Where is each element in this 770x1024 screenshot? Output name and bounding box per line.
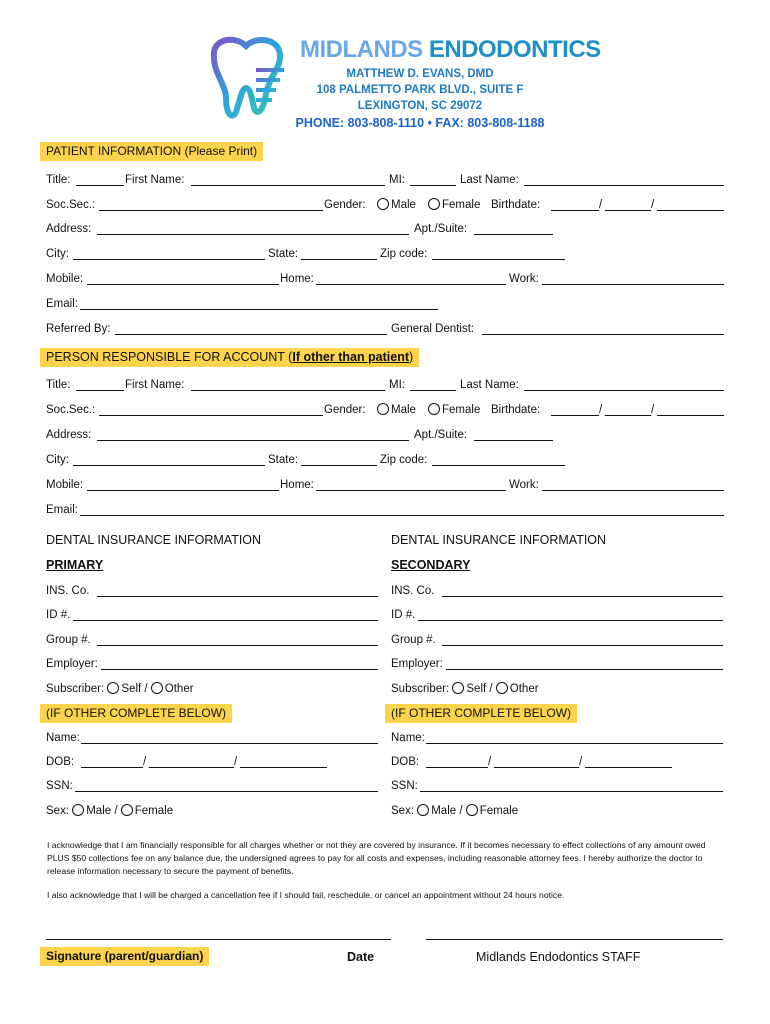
secondary-sex-female-radio[interactable] xyxy=(466,804,478,816)
staff-signature-line[interactable] xyxy=(426,939,723,940)
secondary-dob-day-field[interactable] xyxy=(494,767,579,768)
primary-name-label: Name: xyxy=(46,732,80,744)
gender-label: Gender: xyxy=(324,199,366,211)
resp-birth-month-field[interactable] xyxy=(551,415,599,416)
secondary-other-radio[interactable] xyxy=(496,682,508,694)
resp-work-field[interactable] xyxy=(542,490,724,491)
first-name-field[interactable] xyxy=(191,185,385,186)
primary-group-label: Group #. xyxy=(46,634,91,646)
primary-employer-label: Employer: xyxy=(46,658,98,670)
primary-subscriber-label: Subscriber: xyxy=(46,683,105,695)
secondary-dob-year-field[interactable] xyxy=(585,767,672,768)
address-line-1: 108 PALMETTO PARK BLVD., SUITE F xyxy=(316,84,524,96)
primary-ins-co-label: INS. Co. xyxy=(46,585,90,597)
primary-other-radio[interactable] xyxy=(151,682,163,694)
contact-line: PHONE: 803-808-1110 • FAX: 803-808-1188 xyxy=(295,116,545,130)
primary-label: PRIMARY xyxy=(46,558,104,572)
secondary-dob-slash-2: / xyxy=(579,756,583,768)
city-field[interactable] xyxy=(73,259,265,260)
state-field[interactable] xyxy=(301,259,377,260)
primary-self-radio[interactable] xyxy=(107,682,119,694)
general-dentist-label: General Dentist: xyxy=(391,323,475,335)
resp-title-field[interactable] xyxy=(76,390,124,391)
resp-male-radio[interactable] xyxy=(377,403,389,415)
primary-sex-label: Sex: xyxy=(46,805,70,817)
resp-gender-label: Gender: xyxy=(324,404,366,416)
resp-mobile-label: Mobile: xyxy=(46,479,84,491)
secondary-sex-female-label: Female xyxy=(479,805,519,817)
primary-dob-slash-1: / xyxy=(143,756,147,768)
secondary-insurance-heading: DENTAL INSURANCE INFORMATION xyxy=(391,533,607,547)
resp-soc-sec-field[interactable] xyxy=(99,415,323,416)
resp-birthdate-label: Birthdate: xyxy=(491,404,541,416)
resp-apt-field[interactable] xyxy=(474,440,553,441)
secondary-ssn-field[interactable] xyxy=(420,791,723,792)
primary-dob-year-field[interactable] xyxy=(240,767,327,768)
secondary-subscriber-label: Subscriber: xyxy=(391,683,450,695)
home-field[interactable] xyxy=(316,284,506,285)
email-field[interactable] xyxy=(80,309,438,310)
resp-city-field[interactable] xyxy=(73,465,265,466)
secondary-ssn-label: SSN: xyxy=(391,780,418,792)
primary-dob-slash-2: / xyxy=(234,756,238,768)
primary-subscriber-row xyxy=(46,682,194,696)
responsible-heading-emph: If other than patient xyxy=(292,350,410,364)
work-field[interactable] xyxy=(542,284,724,285)
state-label: State: xyxy=(268,248,299,260)
secondary-dob-label: DOB: xyxy=(391,756,420,768)
resp-birth-slash-1: / xyxy=(599,404,603,416)
resp-zip-label: Zip code: xyxy=(380,454,428,466)
secondary-dob-month-field[interactable] xyxy=(426,767,488,768)
primary-sex-female-radio[interactable] xyxy=(121,804,133,816)
general-dentist-field[interactable] xyxy=(482,334,724,335)
primary-id-field[interactable] xyxy=(73,620,378,621)
secondary-ins-co-field[interactable] xyxy=(442,596,723,597)
email-label: Email: xyxy=(46,298,78,310)
financial-acknowledgement: I acknowledge that I am financially responsible for all charges whether or not they are covered by insurance. If it becomes necessary to effect collections of any amount owed PLUS $50 collections fee on any balance due, the undersigned agrees to pay for all costs and expenses, including reasonable attorney fees. I hereby authorize the doctor to release information necessary to secure the payment of benefits. xyxy=(47,840,706,876)
primary-ssn-label: SSN: xyxy=(46,780,73,792)
birthdate-label: Birthdate: xyxy=(491,199,541,211)
resp-gender-male-option[interactable] xyxy=(377,403,416,417)
resp-first-name-field[interactable] xyxy=(191,390,385,391)
secondary-name-field[interactable] xyxy=(426,743,723,744)
resp-male-label: Male xyxy=(391,404,416,416)
soc-sec-field[interactable] xyxy=(99,210,323,211)
responsible-heading-prefix: PERSON RESPONSIBLE FOR ACCOUNT ( xyxy=(46,350,293,364)
resp-work-label: Work: xyxy=(509,479,539,491)
zip-label: Zip code: xyxy=(380,248,428,260)
secondary-label: SECONDARY xyxy=(391,558,471,572)
mi-label: MI: xyxy=(389,174,405,186)
resp-email-label: Email: xyxy=(46,504,78,516)
secondary-other-label: Other xyxy=(509,683,539,695)
resp-female-radio[interactable] xyxy=(428,403,440,415)
resp-title-label: Title: xyxy=(46,379,71,391)
primary-other-label: Other xyxy=(164,683,194,695)
secondary-name-label: Name: xyxy=(391,732,425,744)
apt-field[interactable] xyxy=(474,234,553,235)
practice-name xyxy=(300,36,601,64)
primary-ssn-field[interactable] xyxy=(75,791,378,792)
primary-ins-co-field[interactable] xyxy=(97,596,378,597)
primary-insurance-heading: DENTAL INSURANCE INFORMATION xyxy=(46,533,262,547)
title-field[interactable] xyxy=(76,185,124,186)
resp-soc-sec-label: Soc.Sec.: xyxy=(46,404,96,416)
gender-male-option[interactable] xyxy=(377,198,416,212)
signature-line[interactable] xyxy=(46,939,391,940)
resp-address-field[interactable] xyxy=(97,440,409,441)
last-name-field[interactable] xyxy=(524,185,724,186)
address-label: Address: xyxy=(46,223,92,235)
female-radio[interactable] xyxy=(428,198,440,210)
birth-month-field[interactable] xyxy=(551,210,599,211)
address-line-2: LEXINGTON, SC 29072 xyxy=(357,100,483,112)
resp-address-label: Address: xyxy=(46,429,92,441)
secondary-group-field[interactable] xyxy=(442,645,723,646)
last-name-label: Last Name: xyxy=(460,174,519,186)
primary-group-field[interactable] xyxy=(97,645,378,646)
primary-self-label: Self / xyxy=(121,683,148,695)
home-label: Home: xyxy=(280,273,314,285)
resp-last-name-field[interactable] xyxy=(524,390,724,391)
secondary-self-radio[interactable] xyxy=(452,682,464,694)
male-radio[interactable] xyxy=(377,198,389,210)
practice-name-part2: ENDODONTICS xyxy=(428,36,601,63)
secondary-dob-slash-1: / xyxy=(488,756,492,768)
city-label: City: xyxy=(46,248,69,260)
secondary-sex-row xyxy=(391,804,518,818)
secondary-self-label: Self / xyxy=(466,683,493,695)
referred-by-label: Referred By: xyxy=(46,323,111,335)
mobile-field[interactable] xyxy=(87,284,279,285)
primary-dob-month-field[interactable] xyxy=(81,767,143,768)
zip-field[interactable] xyxy=(432,259,565,260)
patient-info-heading: PATIENT INFORMATION (Please Print) xyxy=(40,142,263,161)
resp-mi-label: MI: xyxy=(389,379,405,391)
doctor-name: MATTHEW D. EVANS, DMD xyxy=(346,68,494,80)
secondary-subscriber-row xyxy=(391,682,539,696)
practice-name-part1: MIDLANDS xyxy=(300,36,423,63)
address-field[interactable] xyxy=(97,234,409,235)
secondary-sex-male-label: Male / xyxy=(431,805,463,817)
work-label: Work: xyxy=(509,273,539,285)
female-label: Female xyxy=(442,199,481,211)
birth-year-field[interactable] xyxy=(657,210,724,211)
secondary-group-label: Group #. xyxy=(391,634,436,646)
primary-sex-male-radio[interactable] xyxy=(72,804,84,816)
staff-label: Midlands Endodontics STAFF xyxy=(476,950,641,964)
mobile-label: Mobile: xyxy=(46,273,84,285)
responsible-heading xyxy=(40,348,419,367)
resp-female-label: Female xyxy=(442,404,481,416)
date-label: Date xyxy=(347,950,375,964)
primary-if-other-banner: (IF OTHER COMPLETE BELOW) xyxy=(40,704,232,723)
secondary-id-field[interactable] xyxy=(418,620,723,621)
soc-sec-label: Soc.Sec.: xyxy=(46,199,96,211)
cancellation-acknowledgement: I also acknowledge that I will be charged a cancellation fee if I should fail, reschedule, or cancel an appointment without 24 hours notice. xyxy=(47,890,565,900)
birth-slash-1: / xyxy=(599,199,603,211)
resp-birth-slash-2: / xyxy=(651,404,655,416)
resp-city-label: City: xyxy=(46,454,69,466)
resp-state-field[interactable] xyxy=(301,465,377,466)
secondary-sex-label: Sex: xyxy=(391,805,415,817)
primary-employer-field[interactable] xyxy=(101,669,378,670)
responsible-heading-suffix: ) xyxy=(409,350,414,364)
resp-last-name-label: Last Name: xyxy=(460,379,519,391)
resp-first-name-label: First Name: xyxy=(125,379,185,391)
primary-sex-female-label: Female xyxy=(134,805,174,817)
secondary-sex-male-radio[interactable] xyxy=(417,804,429,816)
resp-zip-field[interactable] xyxy=(432,465,565,466)
gender-female-option[interactable] xyxy=(428,198,480,212)
resp-state-label: State: xyxy=(268,454,299,466)
primary-dob-label: DOB: xyxy=(46,756,75,768)
resp-home-label: Home: xyxy=(280,479,314,491)
resp-gender-female-option[interactable] xyxy=(428,403,480,417)
signature-label: Signature (parent/guardian) xyxy=(40,947,209,966)
primary-sex-row xyxy=(46,804,173,818)
birth-day-field[interactable] xyxy=(605,210,651,211)
male-label: Male xyxy=(391,199,416,211)
resp-birth-day-field[interactable] xyxy=(605,415,651,416)
apt-label: Apt./Suite: xyxy=(414,223,468,235)
title-label: Title: xyxy=(46,174,71,186)
resp-email-field[interactable] xyxy=(80,515,724,516)
secondary-employer-field[interactable] xyxy=(446,669,723,670)
secondary-if-other-banner: (IF OTHER COMPLETE BELOW) xyxy=(385,704,577,723)
secondary-id-label: ID #. xyxy=(391,609,416,621)
birth-slash-2: / xyxy=(651,199,655,211)
secondary-employer-label: Employer: xyxy=(391,658,443,670)
first-name-label: First Name: xyxy=(125,174,185,186)
primary-sex-male-label: Male / xyxy=(86,805,118,817)
primary-dob-day-field[interactable] xyxy=(149,767,234,768)
resp-mi-field[interactable] xyxy=(410,390,456,391)
primary-name-field[interactable] xyxy=(81,743,378,744)
primary-id-label: ID #. xyxy=(46,609,71,621)
practice-logo xyxy=(206,34,288,122)
referred-by-field[interactable] xyxy=(115,334,387,335)
mi-field[interactable] xyxy=(410,185,456,186)
resp-birth-year-field[interactable] xyxy=(657,415,724,416)
resp-home-field[interactable] xyxy=(316,490,506,491)
resp-apt-label: Apt./Suite: xyxy=(414,429,468,441)
resp-mobile-field[interactable] xyxy=(87,490,279,491)
secondary-ins-co-label: INS. Co. xyxy=(391,585,435,597)
